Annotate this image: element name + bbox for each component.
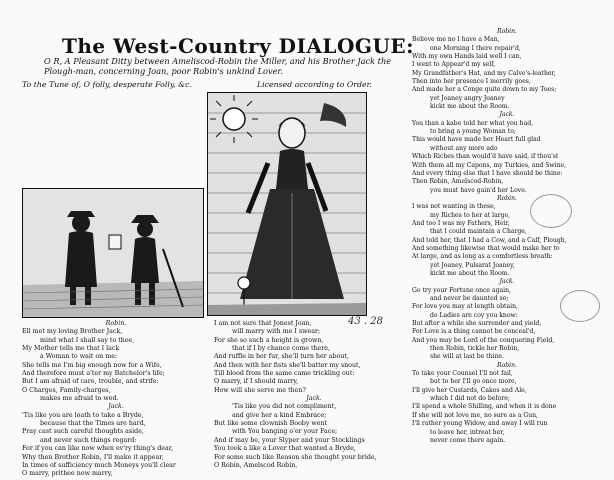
verse-line: For Love is a thing cannot be conceal'd,: [412, 328, 536, 336]
speaker-label: Jack.: [499, 278, 515, 286]
verse-line: If she will not love me, no sure as a Gun,: [412, 411, 538, 419]
verse-line: This would have made her Heart full glad: [412, 136, 541, 144]
verse-line: because that the Times are hard,: [40, 420, 146, 428]
library-stamp: [560, 290, 600, 322]
verse-line: Why then Brother Robin, I'll make it appear,: [22, 453, 164, 461]
verse-line: With them all my Capons, my Turkies, and Swine,: [412, 161, 567, 169]
verse-line: Believe me no I have a Man,: [412, 36, 500, 44]
speaker-label: Robin.: [497, 194, 517, 202]
verse-line: And something likewise that would make her to: [412, 244, 560, 252]
verse-line: with You banging o'er your Face;: [232, 428, 338, 436]
verse-line: And made her a Conge quite down to my Toes;: [412, 86, 557, 94]
verse-line: And therefore must a'ter my Batchelor's life;: [22, 370, 165, 378]
verse-line: yet Joaney angry Joaney: [430, 94, 505, 102]
verse-line: I'll spend a whole Shilling, and when it is done: [412, 403, 557, 411]
verse-line: will marry with me I swear;: [232, 328, 321, 336]
verse-line: Then into her presence I merrily goes,: [412, 78, 531, 86]
verse-line: Ell met my loving Brother Jack,: [22, 328, 123, 336]
ballad-title: The West-Country DIALOGUE:: [62, 34, 415, 58]
verse-line: and never be daunted so;: [430, 295, 509, 302]
verse-line: With my own Hands laid well I can,: [412, 53, 522, 61]
verse-line: that I could maintain a Charge,: [430, 228, 527, 236]
verse-line: O marry, if I should marry,: [214, 378, 299, 386]
verse-line: that if I by chance come there,: [232, 345, 331, 353]
verse-line: And ruffle in her fur, she'll turn her about,: [214, 353, 349, 361]
verse-line: do Ladies are coy you know:: [430, 311, 518, 319]
verse-line: For some such like Reason she thought your bride,: [214, 453, 377, 461]
verse-line: mind what I shall say to thee,: [40, 336, 135, 344]
speaker-label: Robin.: [497, 361, 517, 369]
speaker-label: Robin.: [497, 28, 517, 35]
verse-line: For if you can like now when ev'ry thing's dear,: [22, 445, 174, 453]
text-column-2: [214, 320, 414, 470]
verse-line: O marry, prithee now marry,: [22, 470, 113, 478]
woodcut-two-men-illustration: [23, 189, 203, 317]
verse-line: O Robin, Amelscod Robin,: [214, 461, 298, 469]
verse-line: And you may be Lord of the conquering Field,: [412, 336, 555, 344]
verse-line: to bring a young Woman to;: [430, 128, 516, 136]
verse-line: Till blood from the same came trickling out:: [214, 370, 355, 378]
verse-line: And if may be, your Slyper and your Stocklings: [214, 436, 365, 444]
verse-line: kickt me about the Room.: [430, 269, 510, 277]
verse-line: and never such things regard:: [40, 436, 137, 444]
speaker-label: Jack.: [306, 395, 322, 403]
verse-line: never come there again.: [430, 436, 506, 444]
verse-line: But I am afraid of care, trouble, and strife:: [22, 378, 159, 386]
verse-line: I'll give her Custards, Cakes and Ale,: [412, 386, 527, 394]
margin-note: 43 . 28: [348, 316, 383, 327]
verse-line: You took a like a Lover that wanted a Bryde,: [214, 445, 356, 453]
verse-line: You than a kabe told her what you had,: [412, 119, 534, 127]
verse-line: For love you may at length obtain,: [412, 303, 518, 311]
verse-line: and give her a kind Embrace;: [232, 411, 327, 419]
verse-line: In times of sufficiency much Moneys you'll clear: [22, 461, 176, 469]
verse-line: 'Tis like you did not compliment,: [232, 403, 337, 411]
verse-line: My Mother tells me that I lack: [22, 345, 120, 353]
right-page: [410, 22, 606, 462]
library-stamp: [530, 194, 572, 228]
verse-line: 'Tis like you are loath to take a Bryde,: [22, 411, 144, 419]
verse-line: But like some clownish Booby went: [214, 420, 328, 428]
verse-line: My Grandfather's Hat, and my Calve's-leather,: [412, 69, 556, 77]
verse-line: And every thing else that I have should be thine:: [412, 169, 563, 177]
verse-line: And told her, that I had a Cow, and a Calf, Plough,: [412, 236, 567, 244]
verse-line: you must have gain'd her Love.: [430, 186, 527, 194]
verse-line: I went to Appear'd my self,: [412, 61, 496, 69]
verse-line: Go try your Fortune once again,: [412, 286, 511, 294]
verse-line: but to her I'll go once more,: [430, 378, 517, 386]
verse-line: To take your Counsel I'll not fail,: [412, 370, 513, 378]
verse-line: to leave her, intreat her,: [430, 428, 505, 436]
verse-line: kickt me about the Room.: [430, 103, 510, 111]
verse-line: she will at last be thine.: [430, 353, 504, 361]
speaker-label: Jack.: [499, 111, 515, 119]
verse-line: And then with her fists she'll batter my snout,: [214, 361, 361, 369]
verse-line: I'll rather young Widow, and away I will run: [412, 420, 548, 428]
verse-line: Then Robin, Amelscod-Robin,: [412, 178, 504, 186]
verse-line: makes me afraid to wed.: [40, 395, 119, 403]
verse-line: Pray cast such careful thoughts aside,: [22, 428, 144, 436]
speaker-label: Jack.: [108, 403, 124, 411]
verse-line: She tells me I'm big enough now for a Wife,: [22, 361, 162, 369]
verse-line: And too I was my Fathers, Heir,: [412, 219, 510, 227]
verse-line: I was not wanting in these,: [412, 203, 496, 211]
speaker-label: Robin.: [105, 320, 127, 327]
woodcut-woman: [207, 92, 367, 316]
verse-line: Which Riches than would'd have said, if thou'st: [412, 153, 559, 161]
licensed-line: Licensed according to Order.: [257, 80, 372, 89]
woodcut-woman-illustration: [208, 93, 366, 315]
verse-line: then Robin, tickle her Robin,: [430, 345, 520, 353]
left-page: [18, 22, 416, 478]
verse-line: How will she serve me then?: [214, 386, 306, 394]
woodcut-two-men: [22, 188, 204, 318]
verse-line: without any more ado: [430, 144, 498, 152]
verse-line: yet Joaney, Pulsarat Joaney,: [430, 261, 515, 269]
text-column-1: [22, 320, 210, 479]
verse-line: my Riches to her at large,: [430, 211, 511, 219]
verse-line: O Charges, Family-charges,: [22, 386, 111, 394]
text-column-3: [412, 28, 602, 445]
tune-line: To the Tune of, O folly, desperate Folly, &c.: [22, 80, 192, 89]
ballad-subtitle: O R, A Pleasant Ditty between Ameliscod-Robin the Miller, and his Brother Jack the Plough-man, concerning Joan, poor Robin's unkind Lover.: [44, 56, 392, 76]
verse-line: I am not sure that Jonest Joan,: [214, 320, 312, 327]
verse-line: For she so such a height is grown,: [214, 336, 324, 344]
verse-line: which I did not do before;: [430, 395, 510, 403]
verse-line: one Morning I there repair'd,: [430, 44, 521, 52]
verse-line: But after a while she surrender and yield,: [412, 320, 542, 328]
verse-line: a Woman to wait on me:: [40, 353, 118, 361]
verse-line: At large, and as long as a comfortless breath:: [412, 253, 553, 261]
